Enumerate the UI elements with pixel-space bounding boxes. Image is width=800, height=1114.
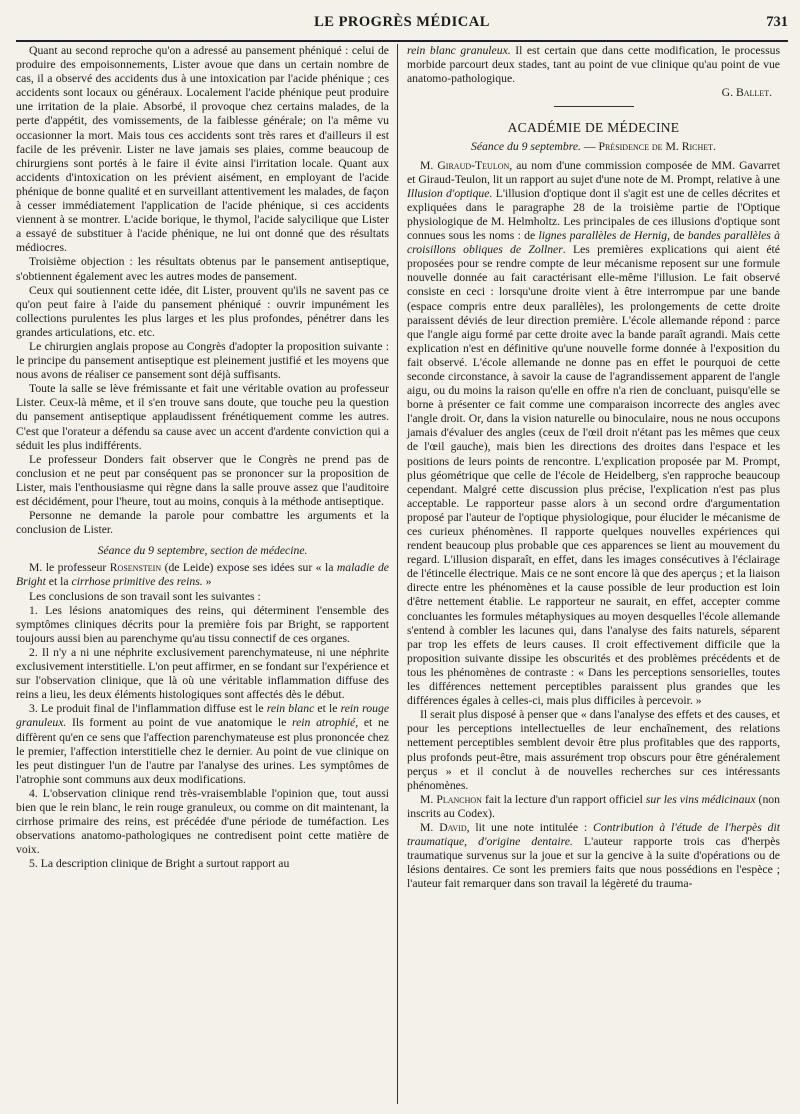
- author-name: Giraud-Teulon: [437, 158, 510, 172]
- paragraph: M. David, lit une note intitulée : Contribution à l'étude de l'herpès dit traumatique, d'origine dentaire. L'auteur rapporte trois cas d'herpès traumatique survenus sur la joue et sur la gencive à la suite d'opérations ou de lésions dentaires. Ce sont les premiers faits que nous possédions en l'espèce ; l'auteur fait remarquer dans son travail la légèreté du trauma-: [407, 820, 780, 891]
- paragraph: rein blanc granuleux. Il est certain que dans cette modification, le processus morbide parcourt deux stades, tant au point de vue clinique qu'au point de vue anatomo-pathologique.: [407, 44, 781, 86]
- paragraph: Le professeur Donders fait observer que le Congrès ne prend pas de conclusion et ne peut par conséquent pas se prononcer sur la proposition de Lister, mais l'enthousiasme qui règne dans la salle prouve assez que l'auditoire est décidément, pour l'heure, tout au moins, conquis à la méthode antiseptique.: [16, 452, 389, 508]
- conclusion-item: 5. La description clinique de Bright a surtout rapport au: [29, 857, 290, 871]
- paragraph: Le chirurgien anglais propose au Congrès d'adopter la proposition suivante : le principe du pansement antiseptique est pleinement justifié et les moyens que nous avons de réaliser ce pansement sont déjà suffisants.: [16, 339, 389, 382]
- section-title: ACADÉMIE DE MÉDECINE: [507, 120, 680, 136]
- author-name: Rosenstein: [109, 561, 162, 575]
- conclusion-item: 2. Il n'y a ni une néphrite exclusivement parenchymateuse, ni une néphrite exclusivement interstitielle. L'on peut affirmer, en se fondant sur l'expérience et sur l'observation clinique, que là où une véritable inflammation diffuse des reins a lieu, les deux éléments histologiques sont affectés dès le début.: [16, 645, 389, 702]
- page-number: 731: [766, 14, 788, 30]
- paragraph: Les conclusions de son travail sont les suivantes :: [29, 589, 261, 603]
- conclusion-item: 1. Les lésions anatomiques des reins, qui déterminent l'ensemble des symptômes cliniques décrits pour la première fois par Bright, se rapportent toujours aussi bien au parenchyme qu'au tissu connectif de ces organes.: [16, 603, 389, 645]
- session-heading: Séance du 9 septembre, section de médecine.: [97, 544, 308, 558]
- signature: G. Ballet.: [721, 86, 772, 100]
- paragraph: Il serait plus disposé à penser que « dans l'analyse des effets et des causes, et pour les perceptions intellectuelles de leur enchaînement, des relations nettement perceptibles semblent devoir être plus profitables que des rapports, plus profonds peut-être, mais assurément trop obscurs pour être généralement perçus » et il conclut à de nouvelles recherches sur ces intéressants phénomènes.: [407, 708, 780, 792]
- right-column: [407, 44, 780, 891]
- journal-title: LE PROGRÈS MÉDICAL: [314, 14, 490, 30]
- column-divider: [397, 44, 398, 1104]
- conclusion-item: 3. Le produit final de l'inflammation diffuse est le rein blanc et le rein rouge granuleux. Ils forment au point de vue anatomique le rein atrophié, et ne diffèrent qu'en ce sens que l'affection parenchymateuse est plus prononcée chez le premier, l'affection interstitielle chez le dernier. Au point de vue clinique on les peut distinguer l'un de l'autre par l'analyse des urines. Les symptômes de l'atrophie sont communs aux deux modifications.: [16, 702, 390, 786]
- paragraph: Quant au second reproche qu'on a adressé au pansement phéniqué : celui de produire des empoisonnements, Lister avoue que dans un certain nombre de cas, il a observé des accidents dus à une intoxication par l'acide phénique ; ces accidents sont locaux ou généraux. Localement l'acide phénique peut produire une irritation de la plaie. Absorbé, il provoque chez certains malades, de la perte d'appétit, des vomissements, de la faiblesse générale; on l'a même vu occasionner la mort. Mais tous ces accidents sont très rares et d'ailleurs il est facile de les prévenir. Lister ne lave jamais ses plaies, comme beaucoup de chirurgiens sont portés à le faire il évite ainsi l'irritation locale. Quant aux accidents d'intoxication on les prévient aisément, en employant de l'acide phénique de bonne qualité et en surveillant attentivement les malades, de façon à cesser immédiatement l'application de l'acide phénique, si ces accidents viennent à se montrer. L'acide borique, le thymol, l'acide salycilique que Lister a essayé de substituer à l'acide phénique, ne lui ont donné que des résultats médiocres.: [16, 44, 389, 255]
- left-column: [16, 44, 389, 871]
- paragraph: Toute la salle se lève frémissante et fait une véritable ovation au professeur Lister. Ceux-là même, et il s'en trouve sans doute, que touche peu la question du pansement antiseptique applaudissent frénétiquement comme les autres. C'est que l'orateur a défendu sa cause avec un accent d'ardente conviction qui a séduit les plus indifférents.: [16, 382, 389, 452]
- separator-rule: [554, 106, 634, 107]
- session-heading: Séance du 9 septembre. — Présidence de M. Richet.: [471, 140, 716, 154]
- paragraph: Ceux qui soutiennent cette idée, dit Lister, prouvent qu'ils ne savent pas ce qu'on peut faire à l'aide du pansement phéniqué : ouvrir impunément les collections purulentes les plus larges et les plus profondes, pénétrer dans les grandes articulations, etc. etc.: [16, 283, 389, 339]
- conclusion-item: 4. L'observation clinique rend très-vraisemblable l'opinion que, tout aussi bien que le rein blanc, le rein rouge granuleux, ou comme on dit maintenant, la cirrhose primaire des reins, est précédée d'une période de tuméfaction. Les observations anatomo-pathologiques ne contredisent point cette matière de voix.: [16, 786, 389, 857]
- paragraph: Troisième objection : les résultats obtenus par le pansement antiseptique, s'obtiennent également avec les autres modes de pansement.: [16, 255, 389, 283]
- author-name: David: [439, 820, 467, 834]
- paragraph: M. Planchon fait la lecture d'un rapport officiel sur les vins médicinaux (non inscrits au Codex).: [407, 792, 780, 820]
- author-name: Planchon: [436, 792, 482, 806]
- page-header: [16, 0, 788, 42]
- paragraph: Personne ne demande la parole pour combattre les arguments et la conclusion de Lister.: [16, 509, 389, 537]
- paragraph: M. le professeur Rosenstein (de Leide) expose ses idées sur « la maladie de Bright et la cirrhose primitive des reins. »: [16, 561, 389, 589]
- paragraph: M. Giraud-Teulon, au nom d'une commission composée de MM. Gavarret et Giraud-Teulon, lit un rapport au sujet d'une note de M. Prompt, relative à une Illusion d'optique. L'illusion d'optique dont il s'agit est une de celles décrites et expliquées dans le paragraphe 28 de la troisième partie de l'Optique physiologique de M. Helmholtz. Les principales de ces illusions d'optique sont connues sous les noms : de lignes parallèles de Hernig, de bandes parallèles à croisillons obliques de Zollner. Les premières explications qui aient été proposées pour se rendre compte de leur mécanisme reposent sur une formule nouvelle donnée au fait caractérisant elle-même l'illusion. Le fait observé consiste en ceci : lorsqu'une droite vient à être interrompue par une bande (espace compris entre deux parallèles), les prolongements de cette droite paraissent déviés de leur direction première. L'école allemande répond : parce que l'angle aigu formé par cette droite avec la bande paraît agrandi. Mais cette explication n'est en définitive qu'une nouvelle forme donnée à l'exposition du fait observé. L'école allemande ne donne pas en effet le pourquoi de cette seconde circonstance, à savoir la cause de l'agrandissement apparent de l'angle aigu, ou du moins la raison qu'elle en offre n'a rien de concluant, puisqu'elle se borne à présenter ce fait comme une comparaison incorrecte des angles avec l'angle droit. Or, dans la vision naturelle ou binoculaire, nous ne nous occupons jamais d'évaluer des angles (ceux de l'œil droit n'étant pas les mêmes que ceux de l'œil gauche), mais bien les directions des droites dans l'espace et les positions de leurs points de rencontre. L'explication proposée par M. Prompt, plus géométrique que celle de l'école de Heidelberg, s'en rapproche beaucoup cependant. Malgré cette discussion plus précise, l'explication n'est pas plus acceptable. Le rapporteur passe alors à un second ordre d'argumentation proposé par l'auteur de l'optique physiologique, pour élucider le mécanisme de ces curieux phénomènes. Il rapporte quelques nouvelles expériences qui rendent beaucoup plus probable que ces apparences se lient au mouvement du regard. L'illusion disparaît, en effet, dans les images consécutives à l'éclairage de l'étincelle électrique. Mais ce ne sont encore là que des aperçus ; et la liaison directe entre les phénomènes et la cause possible de leur production est loin d'être nettement établie. Le rapporteur ne saurait, en effet, accepter comme concluantes les formules métaphysiques au moyen desquelles l'école allemande s'entend à combler les lacunes qui, dans l'analyse des faits naturels, séparent par trop les effets de leurs causes. Il croit effectivement difficile que la proposition suivante dissipe les obscurités et des problèmes précédents et de tous les phénomènes de contraste : « Dans les perceptions sensorielles, toutes les différences nettement perceptibles paraissent plus grandes que les différences égales à celles-ci, mais plus difficiles à percevoir. »: [407, 158, 780, 708]
